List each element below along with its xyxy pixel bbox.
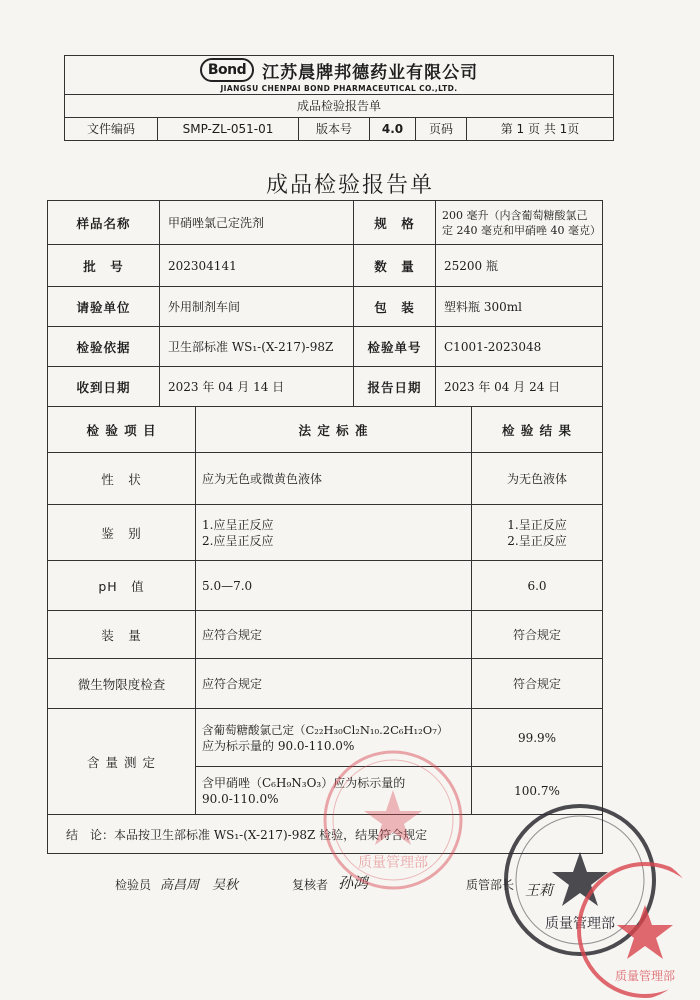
test-result xyxy=(472,505,602,560)
batch-label: 批 号 xyxy=(48,245,160,286)
test-standard-line: 应符合规定 xyxy=(202,676,263,691)
tests-header-standard: 法 定 标 准 xyxy=(196,407,472,452)
test-standard-line: 2.应呈正反应 xyxy=(202,533,274,548)
company-name-en: JIANGSU CHENPAI BOND PHARMACEUTICAL CO.,LTD. xyxy=(220,83,458,93)
page-label: 页码 xyxy=(416,118,467,140)
test-item: 微生物限度检查 xyxy=(48,659,196,708)
pack-value: 塑料瓶 300ml xyxy=(444,300,522,314)
tests-header-row xyxy=(48,407,602,453)
sample-name-value: 甲硝唑氯己定洗剂 xyxy=(160,201,354,244)
test-result-line: 1.呈正反应 xyxy=(507,517,567,532)
file-no-value: SMP-ZL-051-01 xyxy=(158,118,299,140)
test-result-line: 为无色液体 xyxy=(506,471,567,486)
conclusion: 结 论：本品按卫生部标准 WS₁-(X-217)-98Z 检验，结果符合规定 xyxy=(66,827,428,842)
inspector-signature: 高昌周 吴秋 xyxy=(160,878,239,893)
info-row-sample xyxy=(48,201,602,245)
test-standard-line: 5.0—7.0 xyxy=(202,578,253,593)
qty-label: 数 量 xyxy=(354,245,436,286)
test-item: 鉴 别 xyxy=(48,505,196,560)
test-result-line: 2.呈正反应 xyxy=(507,533,567,548)
reviewer-signature: 孙鸿 xyxy=(338,874,369,892)
report-date-value: 2023 年 04 月 24 日 xyxy=(444,380,561,394)
svg-text:质量管理部: 质量管理部 xyxy=(614,969,676,983)
test-standard-line: 应为无色或微黄色液体 xyxy=(202,471,323,486)
red-company-seal xyxy=(570,855,700,1000)
batch-value: 202304141 xyxy=(160,245,354,286)
basis-value: 卫生部标准 WS₁-(X-217)-98Z xyxy=(160,327,354,366)
qa-label: 质管部长 xyxy=(466,878,515,892)
svg-text:质量管理部: 质量管理部 xyxy=(358,855,428,871)
test-row xyxy=(48,561,602,611)
info-row-batch xyxy=(48,245,602,287)
test-result xyxy=(472,659,602,708)
form-title: 成品检验报告单 xyxy=(65,95,613,118)
test-standard xyxy=(196,453,472,504)
basis-label: 检验依据 xyxy=(48,327,160,366)
test-standard xyxy=(196,611,472,658)
qa-signature: 王莉 xyxy=(525,883,553,899)
svg-text:质量管理部: 质量管理部 xyxy=(545,916,615,932)
assay-standard-line: 应为标示量的 90.0-110.0% xyxy=(202,738,355,753)
assay-standard-line: 90.0-110.0% xyxy=(202,791,279,806)
assay-result: 99.9% xyxy=(517,730,557,745)
tests-header-result: 检 验 结 果 xyxy=(501,422,573,438)
requester-label: 请验单位 xyxy=(48,287,160,326)
test-standard-line: 1.应呈正反应 xyxy=(202,517,274,532)
company-name-cn: 江苏晨牌邦德药业有限公司 xyxy=(262,62,479,83)
sample-name-label: 样品名称 xyxy=(48,201,160,244)
spec-value xyxy=(436,201,602,244)
file-no-label: 文件编码 xyxy=(65,118,158,140)
company-banner xyxy=(65,56,613,95)
report-date-label: 报告日期 xyxy=(354,367,436,406)
info-row-basis xyxy=(48,327,602,367)
assay-result: 100.7% xyxy=(514,783,560,798)
test-result xyxy=(472,561,602,610)
report-title: 成品检验报告单 xyxy=(265,173,434,198)
test-standard xyxy=(196,561,472,610)
test-row xyxy=(48,453,602,505)
page-info: 第 1 页 共 1页 xyxy=(500,122,580,136)
test-standard-line: 应符合规定 xyxy=(202,627,263,642)
received-label: 收到日期 xyxy=(48,367,160,406)
info-row-requester xyxy=(48,287,602,327)
inspection-table xyxy=(47,200,603,854)
reviewer-label: 复核者 xyxy=(292,878,329,892)
report-no-value: C1001-2023048 xyxy=(444,339,542,354)
test-row xyxy=(48,505,602,561)
red-inspection-seal xyxy=(318,745,468,895)
test-item: 装 量 xyxy=(48,611,196,658)
info-row-dates xyxy=(48,367,602,407)
received-value: 2023 年 04 月 14 日 xyxy=(160,367,354,406)
doc-meta-row xyxy=(65,118,613,140)
assay-standard-line: 含葡萄糖酸氯己定（C₂₂H₃₀Cl₂N₁₀.2C₆H₁₂O₇） xyxy=(202,722,449,737)
test-result-line: 符合规定 xyxy=(512,627,561,642)
test-row xyxy=(48,611,602,659)
inspector-label: 检验员 xyxy=(115,878,152,892)
assay-standard-line: 含甲硝唑（C₆H₉N₃O₃）应为标示量的 xyxy=(202,775,406,790)
test-result xyxy=(472,611,602,658)
spec-line-2: 定 240 毫克和甲硝唑 40 毫克） xyxy=(442,223,601,237)
report-no-label: 检验单号 xyxy=(354,327,436,366)
test-result xyxy=(472,453,602,504)
requester-value: 外用制剂车间 xyxy=(160,287,354,326)
company-logo: Bond xyxy=(200,58,254,82)
test-standard xyxy=(196,505,472,560)
test-result-line: 6.0 xyxy=(527,578,547,593)
version-label: 版本号 xyxy=(299,118,370,140)
test-item: pH 值 xyxy=(48,561,196,610)
test-standard xyxy=(196,659,472,708)
qty-value: 25200 瓶 xyxy=(444,259,498,273)
spec-line-1: 200 毫升（内含葡萄糖酸氯己 xyxy=(442,208,588,222)
spec-label: 规 格 xyxy=(354,201,436,244)
version-value: 4.0 xyxy=(370,118,416,140)
test-row xyxy=(48,659,602,709)
pack-label: 包 装 xyxy=(354,287,436,326)
test-item: 性 状 xyxy=(48,453,196,504)
tests-header-item: 检 验 项 目 xyxy=(48,407,196,452)
test-result-line: 符合规定 xyxy=(512,676,561,691)
document-header xyxy=(64,55,614,141)
assay-item: 含 量 测 定 xyxy=(48,709,196,814)
